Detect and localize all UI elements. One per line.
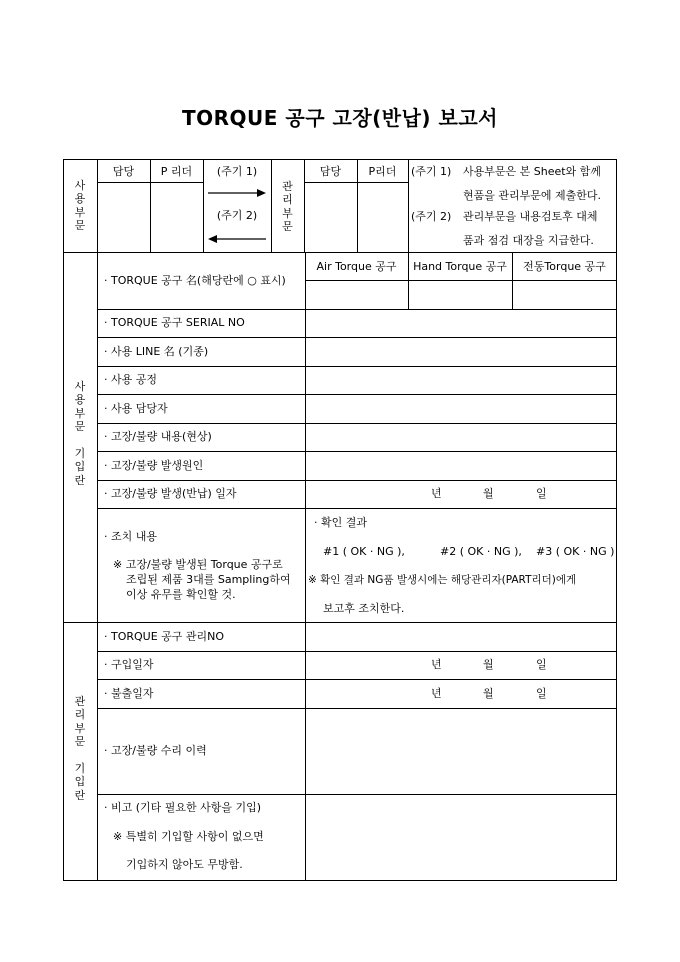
remarks-note-line2: 기입하지 않아도 무방함. bbox=[126, 858, 243, 871]
tool-type-electric: 전동Torque 공구 bbox=[523, 260, 606, 273]
issue-date-day: 일 bbox=[536, 687, 547, 700]
process-field[interactable] bbox=[306, 367, 617, 394]
confirm-note-line2: 보고후 조치한다. bbox=[323, 602, 405, 615]
user-dept-label: 사 용 부 문 bbox=[74, 179, 86, 233]
issue-date-month: 월 bbox=[483, 687, 494, 700]
failure-cause-label: · 고장/불량 발생원인 bbox=[104, 459, 204, 472]
action-note-line1: ※ 고장/불량 발생된 Torque 공구로 bbox=[113, 558, 283, 571]
usage-section-label: 사 용 부 문 기 입 란 bbox=[74, 380, 86, 487]
issue-date-label: · 불출일자 bbox=[104, 687, 154, 700]
failure-date-month: 월 bbox=[483, 487, 494, 500]
tool-type-air: Air Torque 공구 bbox=[316, 260, 397, 273]
action-note-line2: 조립된 제품 3대를 Sampling하여 bbox=[126, 573, 291, 586]
note2-tag: (주기 2) bbox=[411, 210, 452, 223]
mgmt-no-field[interactable] bbox=[306, 623, 617, 651]
left-arrow-icon bbox=[208, 234, 266, 244]
mgmt-pleader-label: P리더 bbox=[368, 165, 397, 178]
user-in-charge-field[interactable] bbox=[306, 395, 617, 423]
mgmt-pleader-sign-box[interactable] bbox=[358, 183, 408, 252]
process-label: · 사용 공정 bbox=[104, 373, 157, 386]
mgmt-damdang-sign-box[interactable] bbox=[305, 183, 357, 252]
note2-line2: 품과 점검 대장을 지급한다. bbox=[463, 234, 594, 247]
confirm-sample-1[interactable]: #1 ( OK · NG ), bbox=[323, 545, 405, 558]
tool-type-hand: Hand Torque 공구 bbox=[413, 260, 507, 273]
document-title: TORQUE 공구 고장(반납) 보고서 bbox=[182, 106, 498, 130]
user-in-charge-label: · 사용 담당자 bbox=[104, 402, 168, 415]
failure-symptom-label: · 고장/불량 내용(현상) bbox=[104, 430, 212, 443]
air-torque-mark-cell[interactable] bbox=[306, 281, 408, 309]
repair-history-field[interactable] bbox=[306, 709, 617, 794]
confirm-sample-3[interactable]: #3 ( OK · NG ) bbox=[536, 545, 615, 558]
failure-date-year: 년 bbox=[431, 487, 442, 500]
user-damdang-sign-box[interactable] bbox=[98, 183, 150, 252]
mgmt-no-label: · TORQUE 공구 관리NO bbox=[104, 630, 225, 643]
remarks-label: · 비고 (기타 필요한 사항을 기입) bbox=[104, 801, 262, 814]
note1-line1: 사용부문은 본 Sheet와 함께 bbox=[463, 165, 601, 178]
serial-no-field[interactable] bbox=[306, 310, 617, 337]
purchase-date-month: 월 bbox=[483, 658, 494, 671]
approval-pleader-label: P 리더 bbox=[160, 165, 193, 178]
failure-cause-field[interactable] bbox=[306, 452, 617, 480]
action-label: · 조치 내용 bbox=[104, 530, 157, 543]
note1-tag: (주기 1) bbox=[411, 165, 452, 178]
remarks-note-line1: ※ 특별히 기입할 사항이 없으면 bbox=[113, 830, 264, 843]
purchase-date-day: 일 bbox=[536, 658, 547, 671]
tool-name-label: · TORQUE 공구 名(해당란에 ○ 표시) bbox=[104, 274, 286, 287]
remarks-field[interactable] bbox=[306, 795, 617, 881]
right-arrow-icon bbox=[208, 188, 266, 198]
user-pleader-sign-box[interactable] bbox=[151, 183, 203, 252]
line-name-field[interactable] bbox=[306, 338, 617, 366]
issue-date-year: 년 bbox=[431, 687, 442, 700]
failure-symptom-field[interactable] bbox=[306, 424, 617, 451]
failure-date-label: · 고장/불량 발생(반납) 일자 bbox=[104, 487, 237, 500]
mgmt-section-label: 관 리 부 문 기 입 란 bbox=[74, 695, 86, 802]
note2-line1: 관리부문을 내용검토후 대체 bbox=[463, 210, 598, 223]
note1-line2: 현품을 관리부문에 제출한다. bbox=[463, 189, 602, 202]
confirm-sample-2[interactable]: #2 ( OK · NG ), bbox=[440, 545, 522, 558]
approval-damdang-label: 담당 bbox=[112, 165, 135, 178]
purchase-date-year: 년 bbox=[431, 658, 442, 671]
confirm-note-line1: ※ 확인 결과 NG품 발생시에는 해당관리자(PART리더)에게 bbox=[308, 574, 577, 586]
failure-date-day: 일 bbox=[536, 487, 547, 500]
note1-flow-label: (주기 1) bbox=[216, 165, 258, 178]
electric-torque-mark-cell[interactable] bbox=[513, 281, 617, 309]
purchase-date-label: · 구입일자 bbox=[104, 658, 154, 671]
hand-torque-mark-cell[interactable] bbox=[409, 281, 512, 309]
line-name-label: · 사용 LINE 名 (기종) bbox=[104, 345, 209, 358]
serial-no-label: · TORQUE 공구 SERIAL NO bbox=[104, 316, 245, 329]
mgmt-dept-label: 관 리 부 문 bbox=[282, 180, 293, 234]
repair-history-label: · 고장/불량 수리 이력 bbox=[104, 744, 207, 757]
confirm-label: · 확인 결과 bbox=[314, 516, 367, 529]
action-note-line3: 이상 유무를 확인할 것. bbox=[126, 588, 236, 601]
note2-flow-label: (주기 2) bbox=[216, 209, 258, 222]
mgmt-damdang-label: 담당 bbox=[319, 165, 342, 178]
